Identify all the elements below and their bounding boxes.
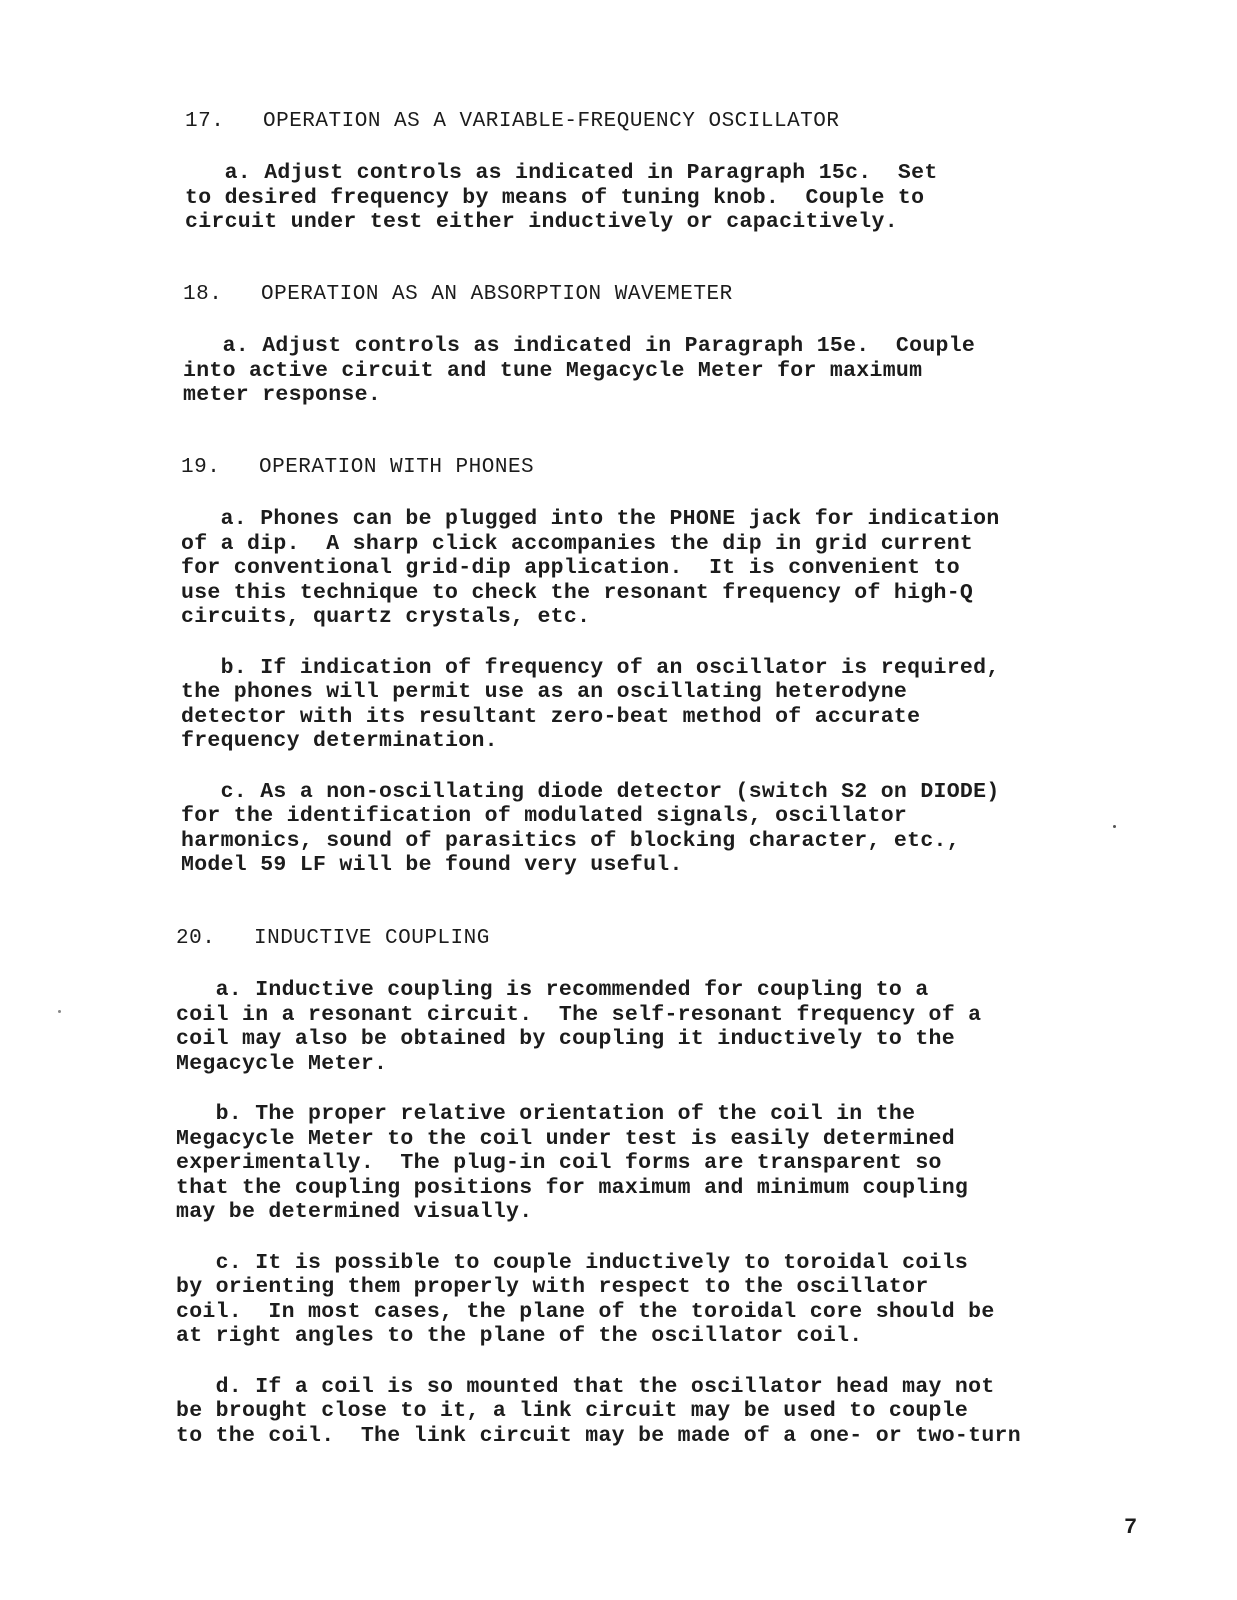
section-17	[185, 110, 1165, 235]
section-number: 18.	[183, 283, 223, 306]
paragraph-18a: a. Adjust controls as indicated in Paragraph 15e. Couple into active circuit and tune Megacycle Meter for maximum meter response.	[183, 334, 976, 407]
section-title: OPERATION AS AN ABSORPTION WAVEMETER	[261, 283, 733, 306]
section-heading	[183, 283, 1163, 306]
paragraph-19c: c. As a non-oscillating diode detector (switch S2 on DIODE) for the identification of modulated signals, oscillator harmonics, sound of parasitics of blocking character, etc., Model 59 LF will be found very useful.	[181, 779, 1000, 877]
paragraph-20a: a. Inductive coupling is recommended for coupling to a coil in a resonant circuit. The self-resonant frequency of a coil may also be obtained by coupling it inductively to the Megacycle Meter.	[176, 978, 982, 1076]
paragraph-20c: c. It is possible to couple inductively to toroidal coils by orienting them properly with respect to the oscillator coil. In most cases, the plane of the toroidal core should be at right angles to the plane of the oscillator coil.	[176, 1250, 995, 1348]
section-heading	[185, 110, 1165, 133]
section-number: 17.	[185, 110, 225, 133]
section-19	[181, 456, 1161, 878]
scan-speck	[1113, 825, 1116, 828]
page-number: 7	[1124, 1515, 1138, 1540]
section-18	[183, 283, 1163, 408]
paragraph-19a: a. Phones can be plugged into the PHONE jack for indication of a dip. A sharp click accompanies the dip in grid current for conventional grid-dip application. It is convenient to use this technique to check the resonant frequency of high-Q circuits, quartz crystals, etc.	[181, 507, 1000, 629]
paragraph-20d: d. If a coil is so mounted that the oscillator head may not be brought close to it, a link circuit may be used to couple to the coil. The link circuit may be made of a one- or two-turn	[176, 1374, 1021, 1448]
section-heading	[181, 456, 1161, 479]
paragraph-19b: b. If indication of frequency of an oscillator is required, the phones will permit use as an oscillating heterodyne detector with its resultant zero-beat method of accurate frequency determination.	[181, 655, 1000, 753]
scan-speck	[58, 1010, 61, 1013]
section-title: OPERATION AS A VARIABLE-FREQUENCY OSCILLATOR	[263, 110, 840, 133]
section-title: INDUCTIVE COUPLING	[254, 927, 490, 950]
paragraph-20b: b. The proper relative orientation of the coil in the Megacycle Meter to the coil under test is easily determined experimentally. The plug-in coil forms are transparent so that the coupling positions for maximum and minimum coupling may be determined visually.	[176, 1102, 969, 1224]
paragraph-17a: a. Adjust controls as indicated in Paragraph 15c. Set to desired frequency by means of tuning knob. Couple to circuit under test either inductively or capacitively.	[185, 161, 938, 234]
section-title: OPERATION WITH PHONES	[259, 456, 535, 479]
section-heading	[176, 927, 1156, 950]
section-20	[176, 927, 1156, 1448]
section-number: 19.	[181, 456, 221, 479]
section-number: 20.	[176, 927, 216, 950]
